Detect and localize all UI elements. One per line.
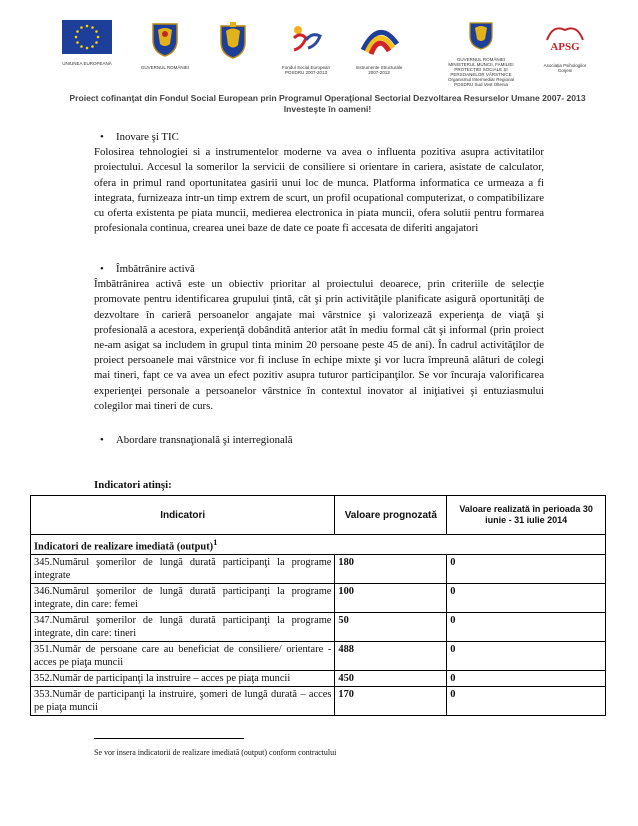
- ministry-coat-of-arms-logo: [443, 20, 519, 87]
- romania-coat-of-arms-logo: [213, 20, 253, 67]
- eu-flag-logo: [58, 20, 116, 66]
- table-row: [31, 555, 606, 584]
- table-row: [31, 584, 606, 613]
- header-indicator: Indicatori: [31, 496, 335, 535]
- forecast-cell: 180: [335, 555, 447, 584]
- indicators-table: [30, 495, 606, 716]
- table-row: [31, 671, 606, 687]
- header-achieved: Valoare realizată în perioada 30 iunie - 31 iulie 2014: [447, 496, 606, 535]
- table-row: [31, 613, 606, 642]
- footnote-ref: 1: [213, 537, 218, 547]
- table-header-row: [31, 496, 606, 535]
- section-inovare: [94, 130, 544, 236]
- table-row: [31, 687, 606, 716]
- structural-instruments-logo: [348, 20, 410, 75]
- section-imbatranire: [94, 262, 544, 414]
- forecast-cell: 170: [335, 687, 447, 716]
- indicator-cell: 351.Număr de persoane care au beneficiat de consiliere/ orientare - acces pe piaţa muncii: [31, 642, 335, 671]
- footnote: Se vor insera indicatorii de realizare imediată (output) conform contractului: [94, 748, 337, 757]
- fse-logo: [276, 20, 336, 75]
- forecast-cell: 488: [335, 642, 447, 671]
- footnote-divider: [94, 738, 244, 739]
- indicators-heading: Indicatori atinşi:: [94, 479, 172, 491]
- logo-caption: Fondul Social European POSDRU 2007-2013: [281, 65, 331, 75]
- table-row: [31, 642, 606, 671]
- indicator-cell: 353.Număr de participanţi la instruire, şomeri de lungă durată – acces pe piaţa muncii: [31, 687, 335, 716]
- project-banner: [60, 93, 595, 115]
- section-title: • Inovare şi TIC: [94, 130, 544, 145]
- section-paragraph: Îmbătrânirea activă este un obiectiv prioritar al proiectului deoarece, prin criteriile de selecţie promovate pentru identificarea grupului ţintă, cât şi prin activităţile planificate asigură oportunităţi de dezvoltare în carieră persoanelor angajate mai vârstnice şi valorizează experienţa de viaţă şi profesională a acestora, experienţă dobândită anterior atât în mediu formal cât şi informal (prin proiect ne-am asigat sa includem in grupul tinta minim 20 persoane peste 45 de ani). În cadrul activităţilor de proiect persoanele mai vârstnice vor fi incluse în echipe mixte şi vor lucra împreună alături de colegi mai tineri, fapt ce va avea un efect pozitiv asupra tuturor participanţilor. Se vor încuraja valorificarea experienţei personale a persoanelor vârstnice în contextul inovator al iniţiativei şi entuziasmului colegilor mai tineri de curs.: [94, 278, 544, 412]
- section-title: • Îmbătrânire activă: [94, 262, 544, 277]
- logo-caption: GUVERNUL ROMÂNIEI MINISTERUL MUNCII, FAMILIEI PROTECȚIEI SOCIALE ȘI PERSOANELOR VÂRSTNICE Organismul Intermediar Regional POSDRU Sud Vest Oltenia: [447, 57, 515, 87]
- logo-caption: Instrumente Structurale 2007-2013: [355, 65, 403, 75]
- forecast-cell: 50: [335, 613, 447, 642]
- apsg-logo: [534, 20, 596, 73]
- achieved-cell: 0: [447, 671, 606, 687]
- indicator-cell: 352.Număr de participanţi la instruire – acces pe piaţa muncii: [31, 671, 335, 687]
- apsg-text: APSG: [550, 41, 580, 53]
- indicator-cell: 346.Numărul şomerilor de lungă durată participanţi la programe integrate, din care: femei: [31, 584, 335, 613]
- group-label: Indicatori de realizare imediată (output): [34, 541, 214, 553]
- logo-caption: UNIUNEA EUROPEANĂ: [62, 61, 112, 66]
- indicator-cell: 345.Numărul şomerilor de lungă durată participanţi la programe integrate: [31, 555, 335, 584]
- logo-caption: Asociația Psihologilor Gorjeni: [543, 63, 587, 73]
- section-transnational: [94, 433, 544, 448]
- header-forecast: Valoare prognozată: [335, 496, 447, 535]
- achieved-cell: 0: [447, 584, 606, 613]
- forecast-cell: 450: [335, 671, 447, 687]
- group-label-cell: [31, 535, 606, 555]
- banner-line-2: Investeşte în oameni!: [283, 104, 372, 114]
- banner-line-1: Proiect cofinanţat din Fondul Social European prin Programul Operaţional Sectorial Dezvoltarea Resurselor Umane 2007- 2013: [69, 93, 586, 103]
- table-group-row: [31, 535, 606, 555]
- section-title: • Abordare transnaţională şi interregională: [94, 433, 544, 448]
- achieved-cell: 0: [447, 642, 606, 671]
- achieved-cell: 0: [447, 613, 606, 642]
- forecast-cell: 100: [335, 584, 447, 613]
- romanian-government-logo: [138, 20, 192, 70]
- section-paragraph: Folosirea tehnologiei si a instrumentelor moderne va avea o influenta pozitiva asupra activitatilor proiectului. Accesul la somerilor la servicii de consiliere si orientare in cariera, asistate de calculator, ofera in primul rand oportunitatea gasirii unui loc de munca. Platforma informatica ce urmeaza a fi integrata, furnizeaza intr-un timp extrem de scurt, un profil ocupational computerizat, o compatibilizare cu oferta existenta pe piata muncii, medierea electronica in piata muncii, ofera solutii pentru formarea profesionala continua, crearea unei baze de date ce poate fi accesata de diferiti angajatori: [94, 146, 544, 235]
- logo-strip: [58, 20, 598, 92]
- indicator-cell: 347.Numărul şomerilor de lungă durată participanţi la programe integrate, din care: tineri: [31, 613, 335, 642]
- achieved-cell: 0: [447, 555, 606, 584]
- logo-caption: GUVERNUL ROMÂNIEI: [140, 65, 190, 70]
- achieved-cell: 0: [447, 687, 606, 716]
